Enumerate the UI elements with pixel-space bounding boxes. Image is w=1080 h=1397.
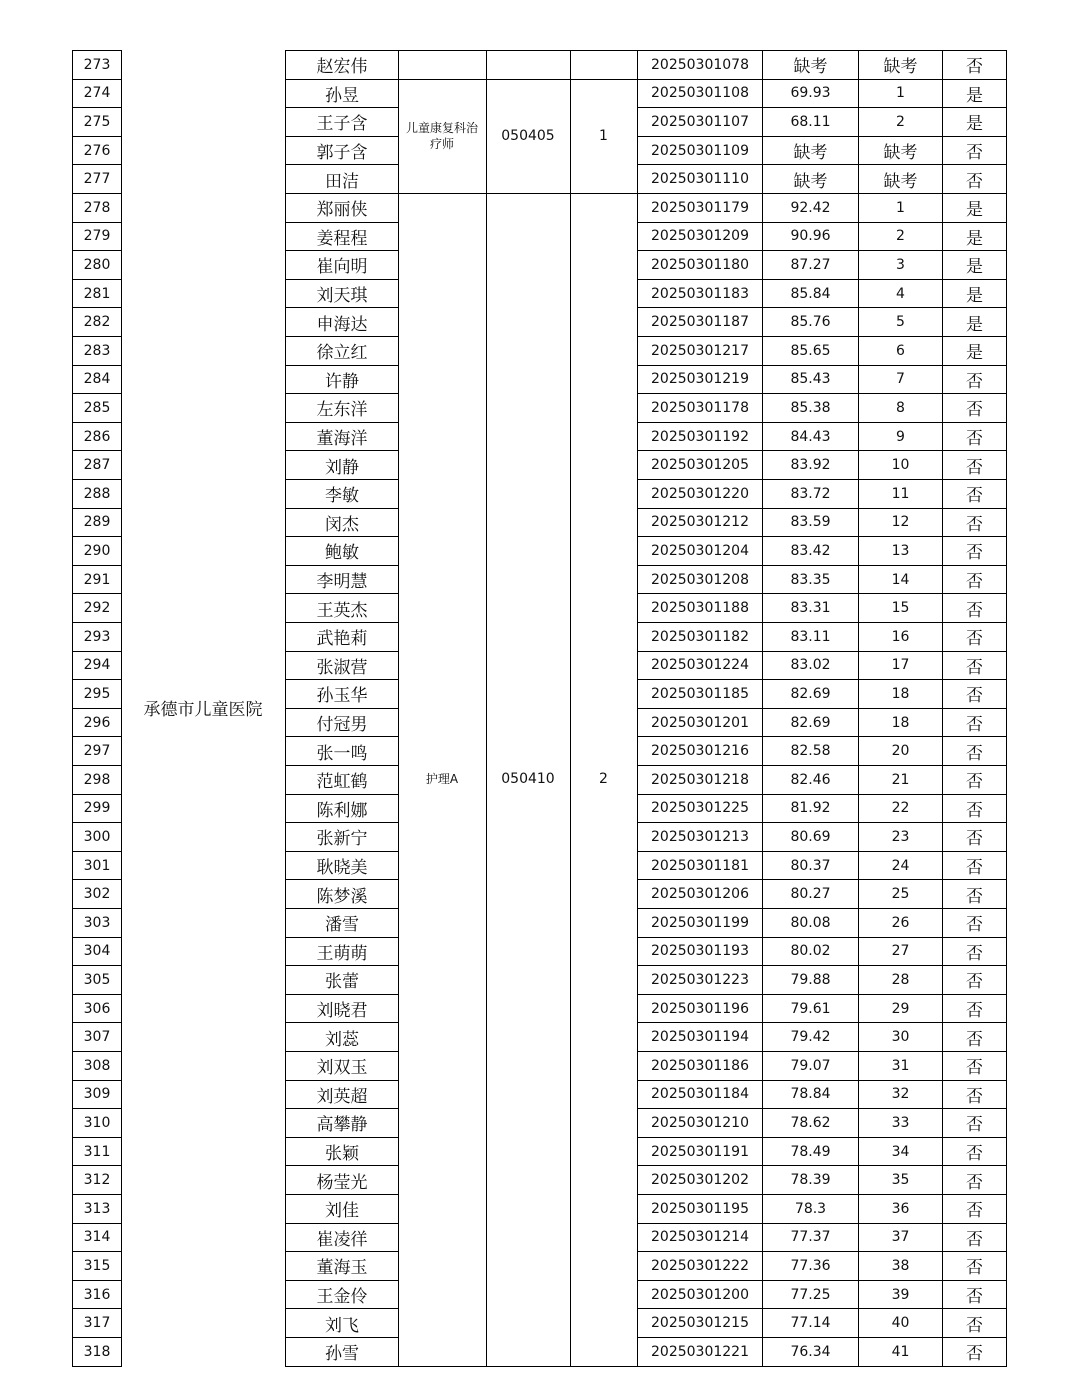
row-rank: 35 <box>891 1172 910 1189</box>
row-rank: 17 <box>891 657 910 674</box>
row-rank: 29 <box>891 1000 910 1017</box>
row-rank: 39 <box>891 1286 910 1303</box>
row-seq: 316 <box>83 1286 111 1303</box>
row-flag: 否 <box>966 657 983 678</box>
row-score: 92.42 <box>790 199 831 216</box>
row-flag: 否 <box>966 1287 983 1308</box>
row-rank: 32 <box>891 1086 910 1103</box>
row-flag: 否 <box>966 1172 983 1193</box>
row-flag: 否 <box>966 57 983 78</box>
row-name: 潘雪 <box>325 915 359 936</box>
hospital-name: 承德市儿童医院 <box>143 700 263 721</box>
row-name: 陈梦溪 <box>316 886 368 907</box>
row-flag: 否 <box>966 943 983 964</box>
row-rank: 28 <box>891 971 910 988</box>
row-seq: 298 <box>83 771 111 788</box>
row-seq: 304 <box>83 943 111 960</box>
row-ticket: 20250301184 <box>651 1086 749 1103</box>
row-name: 武艳莉 <box>316 629 368 650</box>
row-seq: 301 <box>83 857 111 874</box>
row-score: 85.65 <box>790 342 831 359</box>
row-rank: 缺考 <box>883 143 918 164</box>
row-ticket: 20250301178 <box>651 399 749 416</box>
position-name: 护理A <box>425 772 459 787</box>
row-ticket: 20250301199 <box>651 914 749 931</box>
row-name: 李明慧 <box>316 572 368 593</box>
row-flag: 否 <box>966 886 983 907</box>
row-ticket: 20250301214 <box>651 1229 749 1246</box>
row-flag: 否 <box>966 1344 983 1365</box>
row-ticket: 20250301191 <box>651 1143 749 1160</box>
row-seq: 288 <box>83 485 111 502</box>
row-score: 80.02 <box>790 943 831 960</box>
row-seq: 313 <box>83 1200 111 1217</box>
row-seq: 290 <box>83 542 111 559</box>
row-seq: 281 <box>83 285 111 302</box>
row-name: 鲍敏 <box>325 543 359 564</box>
row-score: 缺考 <box>793 171 828 192</box>
grid-hline <box>637 1366 1007 1367</box>
row-rank: 38 <box>891 1257 910 1274</box>
row-flag: 否 <box>966 829 983 850</box>
row-name: 徐立红 <box>316 343 368 364</box>
row-flag: 否 <box>966 858 983 879</box>
row-ticket: 20250301206 <box>651 886 749 903</box>
row-rank: 缺考 <box>883 171 918 192</box>
row-flag: 否 <box>966 1229 983 1250</box>
row-seq: 293 <box>83 628 111 645</box>
row-flag: 否 <box>966 486 983 507</box>
grid-vline <box>570 50 571 1367</box>
row-rank: 1 <box>896 85 905 102</box>
row-seq: 308 <box>83 1057 111 1074</box>
row-score: 68.11 <box>790 113 831 130</box>
row-seq: 275 <box>83 113 111 130</box>
row-score: 84.43 <box>790 428 831 445</box>
row-score: 78.49 <box>790 1143 831 1160</box>
row-ticket: 20250301182 <box>651 628 749 645</box>
row-name: 崔向明 <box>316 257 368 278</box>
row-ticket: 20250301208 <box>651 571 749 588</box>
row-flag: 是 <box>966 114 983 135</box>
row-ticket: 20250301216 <box>651 743 749 760</box>
position-name: 儿童康复科治疗师 <box>405 120 478 151</box>
row-flag: 否 <box>966 371 983 392</box>
row-rank: 18 <box>891 714 910 731</box>
row-seq: 282 <box>83 314 111 331</box>
row-score: 83.92 <box>790 457 831 474</box>
row-score: 82.69 <box>790 714 831 731</box>
row-seq: 299 <box>83 800 111 817</box>
row-rank: 4 <box>896 285 905 302</box>
row-ticket: 20250301212 <box>651 514 749 531</box>
row-seq: 303 <box>83 914 111 931</box>
row-ticket: 20250301202 <box>651 1172 749 1189</box>
row-seq: 277 <box>83 171 111 188</box>
row-ticket: 20250301201 <box>651 714 749 731</box>
row-seq: 294 <box>83 657 111 674</box>
row-rank: 23 <box>891 828 910 845</box>
row-ticket: 20250301209 <box>651 228 749 245</box>
row-name: 杨莹光 <box>316 1172 368 1193</box>
row-ticket: 20250301200 <box>651 1286 749 1303</box>
row-name: 赵宏伟 <box>316 57 368 78</box>
row-rank: 40 <box>891 1315 910 1332</box>
row-seq: 280 <box>83 256 111 273</box>
row-flag: 否 <box>966 1201 983 1222</box>
row-flag: 是 <box>966 343 983 364</box>
row-name: 孙玉华 <box>316 686 368 707</box>
row-seq: 273 <box>83 56 111 73</box>
row-seq: 295 <box>83 685 111 702</box>
row-seq: 302 <box>83 886 111 903</box>
row-score: 77.37 <box>790 1229 831 1246</box>
row-seq: 309 <box>83 1086 111 1103</box>
row-rank: 25 <box>891 886 910 903</box>
row-rank: 16 <box>891 628 910 645</box>
row-rank: 11 <box>891 485 910 502</box>
grid-hline <box>285 1366 399 1367</box>
row-name: 张一鸣 <box>316 743 368 764</box>
row-seq: 296 <box>83 714 111 731</box>
row-ticket: 20250301218 <box>651 771 749 788</box>
row-ticket: 20250301205 <box>651 457 749 474</box>
row-ticket: 20250301192 <box>651 428 749 445</box>
row-flag: 否 <box>966 1258 983 1279</box>
row-rank: 22 <box>891 800 910 817</box>
row-score: 80.08 <box>790 914 831 931</box>
row-seq: 315 <box>83 1257 111 1274</box>
row-name: 范虹鹤 <box>316 772 368 793</box>
row-ticket: 20250301186 <box>651 1057 749 1074</box>
row-score: 缺考 <box>793 143 828 164</box>
row-name: 董海玉 <box>316 1258 368 1279</box>
row-seq: 305 <box>83 971 111 988</box>
row-rank: 27 <box>891 943 910 960</box>
row-name: 刘英超 <box>316 1086 368 1107</box>
row-seq: 318 <box>83 1343 111 1360</box>
row-rank: 缺考 <box>883 57 918 78</box>
row-rank: 31 <box>891 1057 910 1074</box>
row-seq: 279 <box>83 228 111 245</box>
row-score: 83.31 <box>790 600 831 617</box>
row-ticket: 20250301219 <box>651 371 749 388</box>
row-flag: 否 <box>966 629 983 650</box>
row-score: 79.88 <box>790 971 831 988</box>
row-name: 许静 <box>325 371 359 392</box>
row-flag: 否 <box>966 915 983 936</box>
row-ticket: 20250301108 <box>651 85 749 102</box>
row-name: 王金伶 <box>316 1287 368 1308</box>
row-name: 郭子含 <box>316 143 368 164</box>
row-ticket: 20250301187 <box>651 314 749 331</box>
row-seq: 297 <box>83 743 111 760</box>
row-rank: 3 <box>896 256 905 273</box>
row-score: 83.59 <box>790 514 831 531</box>
row-rank: 34 <box>891 1143 910 1160</box>
row-seq: 292 <box>83 600 111 617</box>
row-seq: 300 <box>83 828 111 845</box>
row-seq: 314 <box>83 1229 111 1246</box>
row-ticket: 20250301193 <box>651 943 749 960</box>
position-quota: 2 <box>599 771 608 788</box>
position-code: 050405 <box>501 127 555 144</box>
row-flag: 否 <box>966 171 983 192</box>
row-seq: 287 <box>83 457 111 474</box>
row-flag: 否 <box>966 1144 983 1165</box>
row-score: 90.96 <box>790 228 831 245</box>
row-ticket: 20250301210 <box>651 1114 749 1131</box>
row-ticket: 20250301221 <box>651 1343 749 1360</box>
row-seq: 306 <box>83 1000 111 1017</box>
row-rank: 26 <box>891 914 910 931</box>
row-rank: 30 <box>891 1029 910 1046</box>
row-seq: 317 <box>83 1315 111 1332</box>
row-name: 耿晓美 <box>316 858 368 879</box>
row-score: 87.27 <box>790 256 831 273</box>
row-name: 王萌萌 <box>316 943 368 964</box>
row-flag: 是 <box>966 286 983 307</box>
row-score: 78.84 <box>790 1086 831 1103</box>
row-flag: 否 <box>966 686 983 707</box>
row-flag: 否 <box>966 1086 983 1107</box>
row-ticket: 20250301194 <box>651 1029 749 1046</box>
row-seq: 289 <box>83 514 111 531</box>
row-score: 69.93 <box>790 85 831 102</box>
row-score: 83.02 <box>790 657 831 674</box>
row-ticket: 20250301109 <box>651 142 749 159</box>
row-ticket: 20250301196 <box>651 1000 749 1017</box>
row-rank: 18 <box>891 685 910 702</box>
row-flag: 否 <box>966 972 983 993</box>
row-rank: 1 <box>896 199 905 216</box>
row-flag: 否 <box>966 1315 983 1336</box>
row-seq: 274 <box>83 85 111 102</box>
row-score: 82.69 <box>790 685 831 702</box>
row-score: 79.42 <box>790 1029 831 1046</box>
row-name: 刘天琪 <box>316 286 368 307</box>
row-flag: 否 <box>966 457 983 478</box>
row-score: 82.58 <box>790 743 831 760</box>
row-seq: 291 <box>83 571 111 588</box>
row-name: 崔凌徉 <box>316 1229 368 1250</box>
row-rank: 9 <box>896 428 905 445</box>
row-score: 78.3 <box>794 1200 827 1217</box>
row-seq: 283 <box>83 342 111 359</box>
row-score: 79.07 <box>790 1057 831 1074</box>
row-score: 77.25 <box>790 1286 831 1303</box>
row-name: 张蕾 <box>325 972 359 993</box>
row-ticket: 20250301224 <box>651 657 749 674</box>
row-ticket: 20250301107 <box>651 113 749 130</box>
row-ticket: 20250301223 <box>651 971 749 988</box>
position-name <box>402 50 482 79</box>
row-score: 80.69 <box>790 828 831 845</box>
row-score: 78.39 <box>790 1172 831 1189</box>
row-rank: 10 <box>891 457 910 474</box>
row-seq: 286 <box>83 428 111 445</box>
row-name: 郑丽侠 <box>316 200 368 221</box>
row-ticket: 20250301217 <box>651 342 749 359</box>
row-ticket: 20250301180 <box>651 256 749 273</box>
row-flag: 是 <box>966 200 983 221</box>
row-seq: 312 <box>83 1172 111 1189</box>
row-flag: 否 <box>966 772 983 793</box>
row-name: 刘静 <box>325 457 359 478</box>
row-name: 王子含 <box>316 114 368 135</box>
row-score: 77.14 <box>790 1315 831 1332</box>
row-seq: 278 <box>83 199 111 216</box>
row-rank: 14 <box>891 571 910 588</box>
row-score: 85.38 <box>790 399 831 416</box>
row-rank: 2 <box>896 228 905 245</box>
row-name: 左东洋 <box>316 400 368 421</box>
row-name: 张淑营 <box>316 657 368 678</box>
row-name: 孙雪 <box>325 1344 359 1365</box>
row-flag: 是 <box>966 257 983 278</box>
position-quota <box>574 50 633 79</box>
row-score: 85.76 <box>790 314 831 331</box>
row-name: 孙昱 <box>325 85 359 106</box>
row-ticket: 20250301179 <box>651 199 749 216</box>
row-score: 80.37 <box>790 857 831 874</box>
row-flag: 否 <box>966 143 983 164</box>
row-score: 83.42 <box>790 542 831 559</box>
row-name: 董海洋 <box>316 429 368 450</box>
row-ticket: 20250301222 <box>651 1257 749 1274</box>
grid-hline <box>72 1366 122 1367</box>
row-name: 陈利娜 <box>316 800 368 821</box>
row-name: 刘双玉 <box>316 1058 368 1079</box>
row-score: 77.36 <box>790 1257 831 1274</box>
row-name: 姜程程 <box>316 228 368 249</box>
row-score: 78.62 <box>790 1114 831 1131</box>
row-ticket: 20250301215 <box>651 1315 749 1332</box>
row-score: 83.35 <box>790 571 831 588</box>
row-ticket: 20250301185 <box>651 685 749 702</box>
row-name: 高攀静 <box>316 1115 368 1136</box>
row-rank: 13 <box>891 542 910 559</box>
position-quota: 1 <box>599 127 608 144</box>
row-ticket: 20250301183 <box>651 285 749 302</box>
row-flag: 否 <box>966 514 983 535</box>
row-rank: 6 <box>896 342 905 359</box>
position-code: 050410 <box>501 771 555 788</box>
row-score: 80.27 <box>790 886 831 903</box>
row-name: 付冠男 <box>316 715 368 736</box>
grid-vline <box>486 50 487 1367</box>
row-seq: 284 <box>83 371 111 388</box>
row-flag: 否 <box>966 715 983 736</box>
row-name: 张颖 <box>325 1144 359 1165</box>
row-rank: 37 <box>891 1229 910 1246</box>
row-ticket: 20250301213 <box>651 828 749 845</box>
row-rank: 41 <box>891 1343 910 1360</box>
row-ticket: 20250301195 <box>651 1200 749 1217</box>
row-flag: 否 <box>966 572 983 593</box>
row-name: 王英杰 <box>316 600 368 621</box>
row-seq: 310 <box>83 1114 111 1131</box>
row-flag: 是 <box>966 314 983 335</box>
row-score: 79.61 <box>790 1000 831 1017</box>
row-name: 刘飞 <box>325 1315 359 1336</box>
row-score: 缺考 <box>793 57 828 78</box>
row-flag: 是 <box>966 85 983 106</box>
row-score: 85.84 <box>790 285 831 302</box>
grid-hline <box>398 1366 638 1367</box>
row-ticket: 20250301181 <box>651 857 749 874</box>
row-score: 83.11 <box>790 628 831 645</box>
row-score: 85.43 <box>790 371 831 388</box>
row-rank: 2 <box>896 113 905 130</box>
row-flag: 否 <box>966 429 983 450</box>
row-name: 李敏 <box>325 486 359 507</box>
row-name: 刘蕊 <box>325 1029 359 1050</box>
row-flag: 否 <box>966 600 983 621</box>
row-flag: 否 <box>966 1029 983 1050</box>
row-rank: 21 <box>891 771 910 788</box>
row-rank: 5 <box>896 314 905 331</box>
row-rank: 8 <box>896 399 905 416</box>
row-rank: 36 <box>891 1200 910 1217</box>
row-ticket: 20250301110 <box>651 171 749 188</box>
row-seq: 311 <box>83 1143 111 1160</box>
row-ticket: 20250301225 <box>651 800 749 817</box>
row-ticket: 20250301204 <box>651 542 749 559</box>
row-seq: 307 <box>83 1029 111 1046</box>
row-score: 82.46 <box>790 771 831 788</box>
row-rank: 15 <box>891 600 910 617</box>
row-name: 张新宁 <box>316 829 368 850</box>
row-rank: 7 <box>896 371 905 388</box>
row-name: 刘佳 <box>325 1201 359 1222</box>
row-flag: 否 <box>966 743 983 764</box>
row-flag: 否 <box>966 543 983 564</box>
row-flag: 否 <box>966 1001 983 1022</box>
row-flag: 是 <box>966 228 983 249</box>
row-name: 闵杰 <box>325 514 359 535</box>
row-score: 81.92 <box>790 800 831 817</box>
position-code <box>490 50 566 79</box>
row-ticket: 20250301220 <box>651 485 749 502</box>
row-name: 田洁 <box>325 171 359 192</box>
row-score: 83.72 <box>790 485 831 502</box>
row-flag: 否 <box>966 1058 983 1079</box>
row-flag: 否 <box>966 1115 983 1136</box>
row-name: 刘晓君 <box>316 1001 368 1022</box>
row-ticket: 20250301188 <box>651 600 749 617</box>
row-rank: 33 <box>891 1114 910 1131</box>
row-flag: 否 <box>966 800 983 821</box>
row-rank: 24 <box>891 857 910 874</box>
row-flag: 否 <box>966 400 983 421</box>
row-rank: 12 <box>891 514 910 531</box>
row-seq: 276 <box>83 142 111 159</box>
row-ticket: 20250301078 <box>651 56 749 73</box>
row-score: 76.34 <box>790 1343 831 1360</box>
row-seq: 285 <box>83 399 111 416</box>
row-rank: 20 <box>891 743 910 760</box>
row-name: 申海达 <box>316 314 368 335</box>
